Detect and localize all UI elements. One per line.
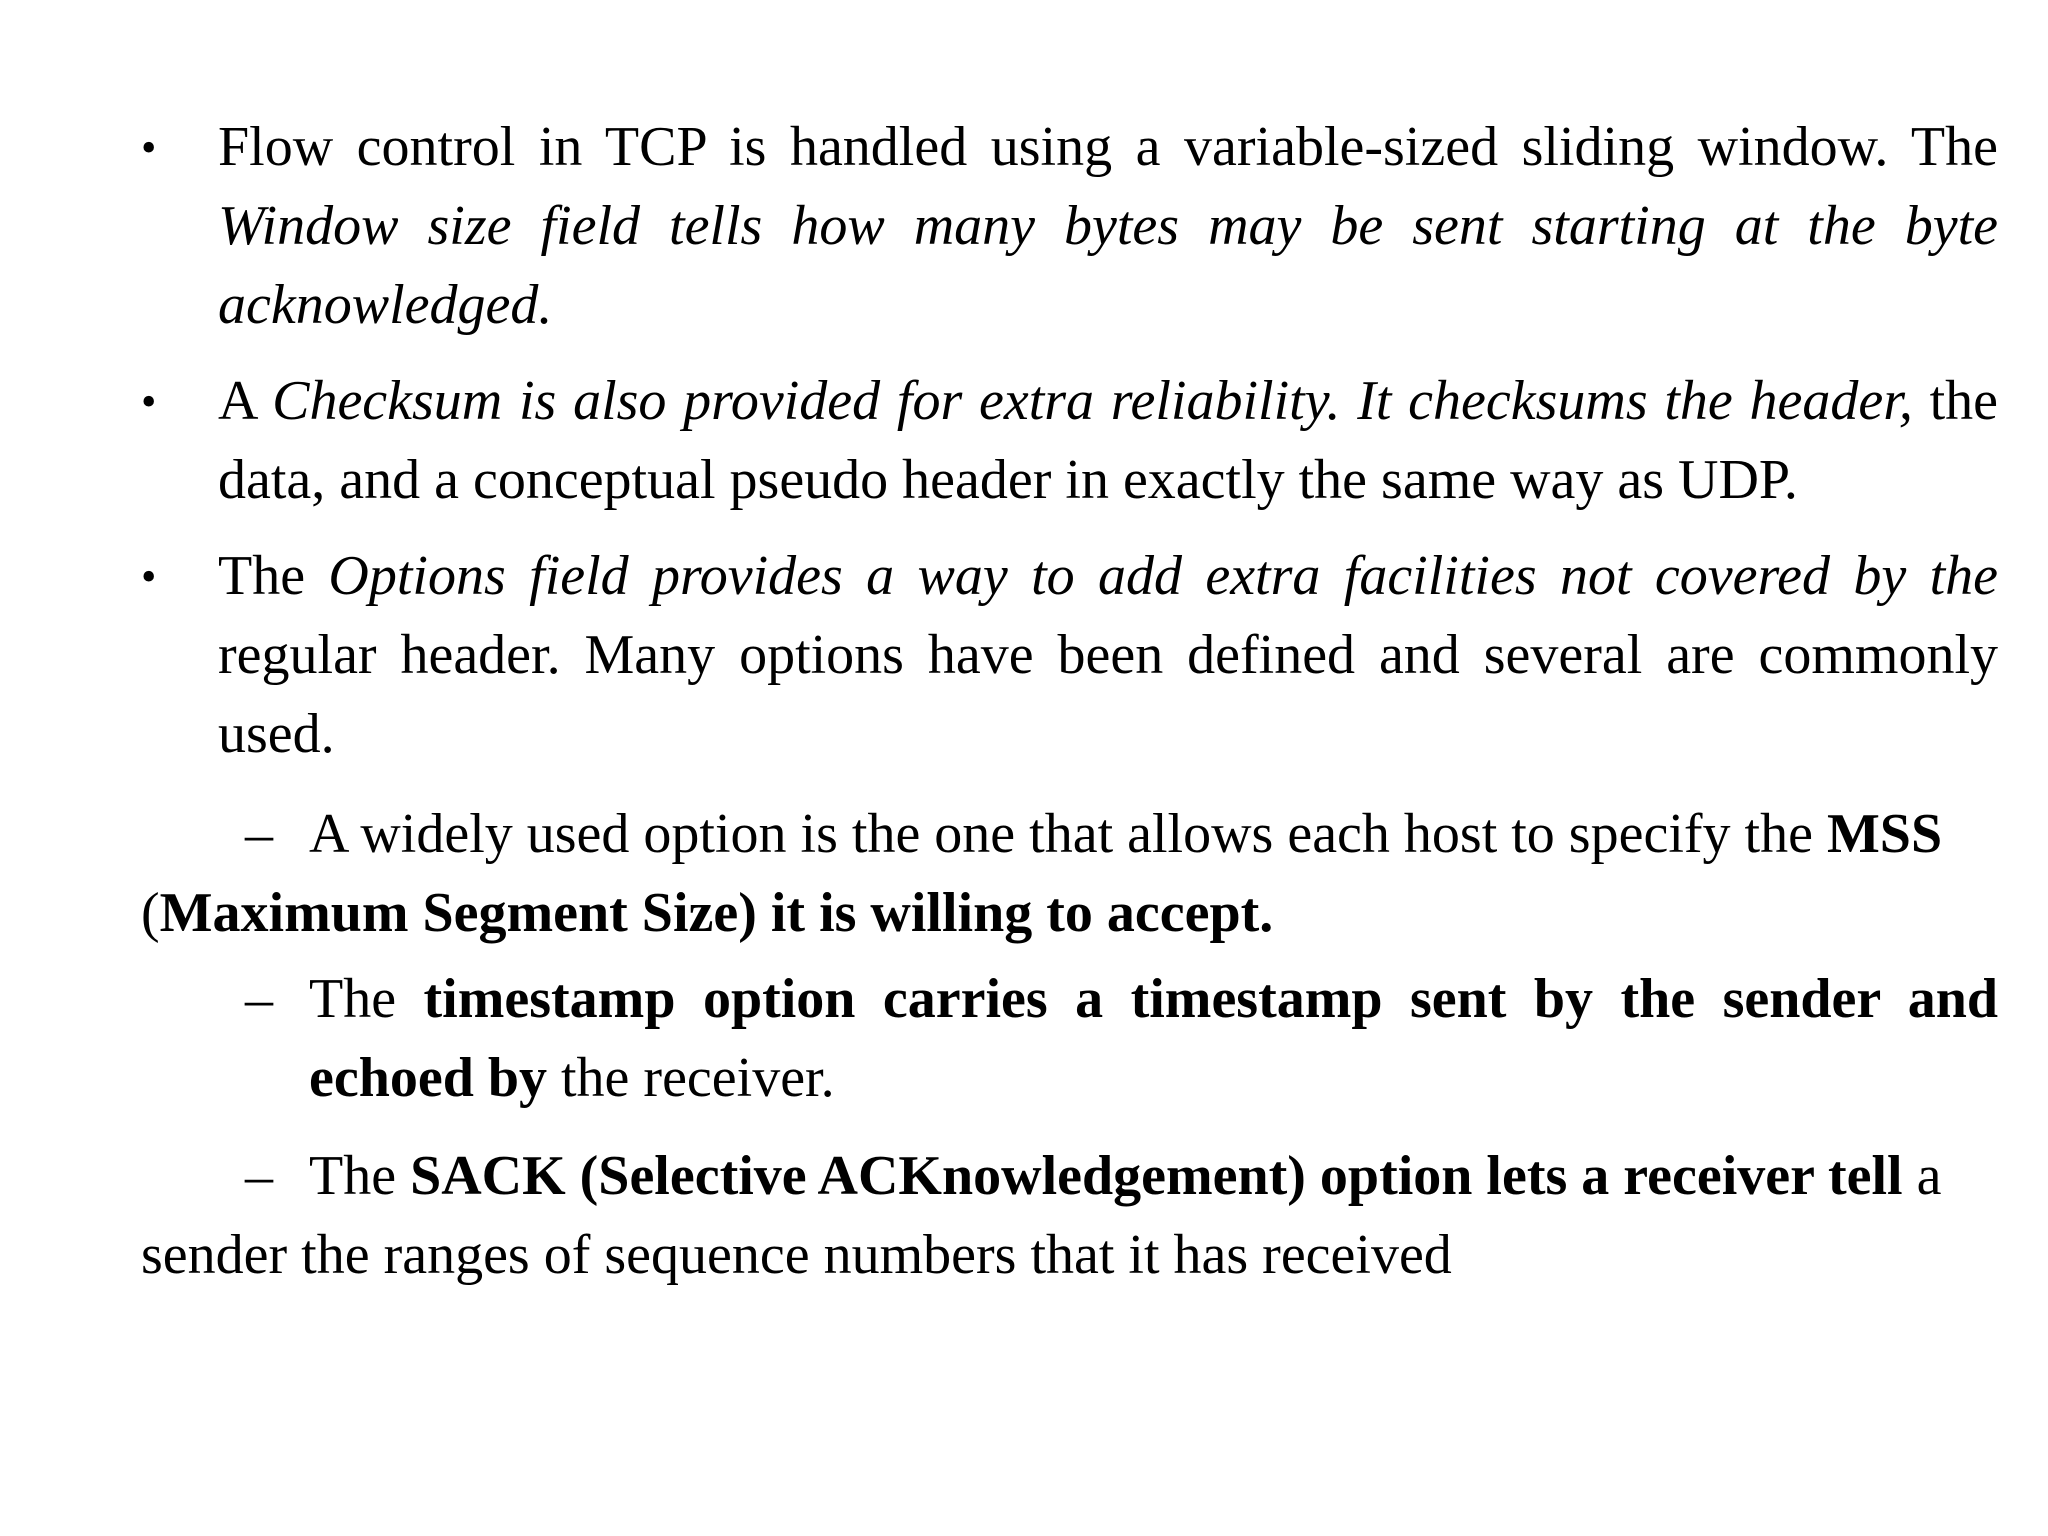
text-run: regular header. Many options have been defined and several are commonly used. (218, 624, 1998, 765)
text-run: the receiver. (547, 1047, 835, 1109)
bullet-marker: • (141, 123, 157, 172)
text-run: A (218, 370, 273, 432)
text-run: The (309, 968, 424, 1030)
text-run: the data, and a conceptual pseudo header in exactly the same way as UDP. (218, 370, 1998, 511)
italic-run: Options field provides a way to add extra facilities not covered by the (328, 545, 1998, 607)
text-run: The (218, 545, 329, 607)
bullet-text (218, 362, 1998, 520)
sub-item-text (141, 795, 1991, 953)
bold-run: Maximum Segment Size) it is willing to accept. (159, 882, 1274, 944)
text-run: Flow control in TCP is handled using a variable-sized sliding window. The (218, 116, 1998, 178)
sub-item-text (309, 960, 1998, 1118)
bullet-marker: • (141, 377, 157, 426)
italic-run: Window size field tells how many bytes may be sent starting at the byte acknowledged. (218, 195, 1998, 336)
dash-marker: – (245, 968, 273, 1030)
italic-run: Checksum is also provided for extra reliability. It checksums the header, (272, 370, 1913, 432)
bold-run: MSS (1826, 803, 1943, 865)
text-run: A widely used option is the one that allows each host to specify the (309, 803, 1827, 865)
bullet-marker: • (141, 552, 157, 601)
bullet-text (218, 108, 1998, 345)
bold-run: timestamp option carries a timestamp sent by the sender and echoed by (309, 968, 1998, 1109)
bullet-text (218, 537, 1998, 774)
dash-marker: – (245, 803, 273, 865)
sub-item-text (141, 1137, 1991, 1295)
text-run: The (309, 1145, 411, 1207)
bold-run: SACK (Selective ACKnowledgement) option lets a receiver tell (410, 1145, 1903, 1207)
text-run: ( (141, 882, 160, 944)
dash-marker: – (245, 1145, 273, 1207)
text-run: a sender the ranges of sequence numbers that it has received (141, 1145, 1942, 1286)
